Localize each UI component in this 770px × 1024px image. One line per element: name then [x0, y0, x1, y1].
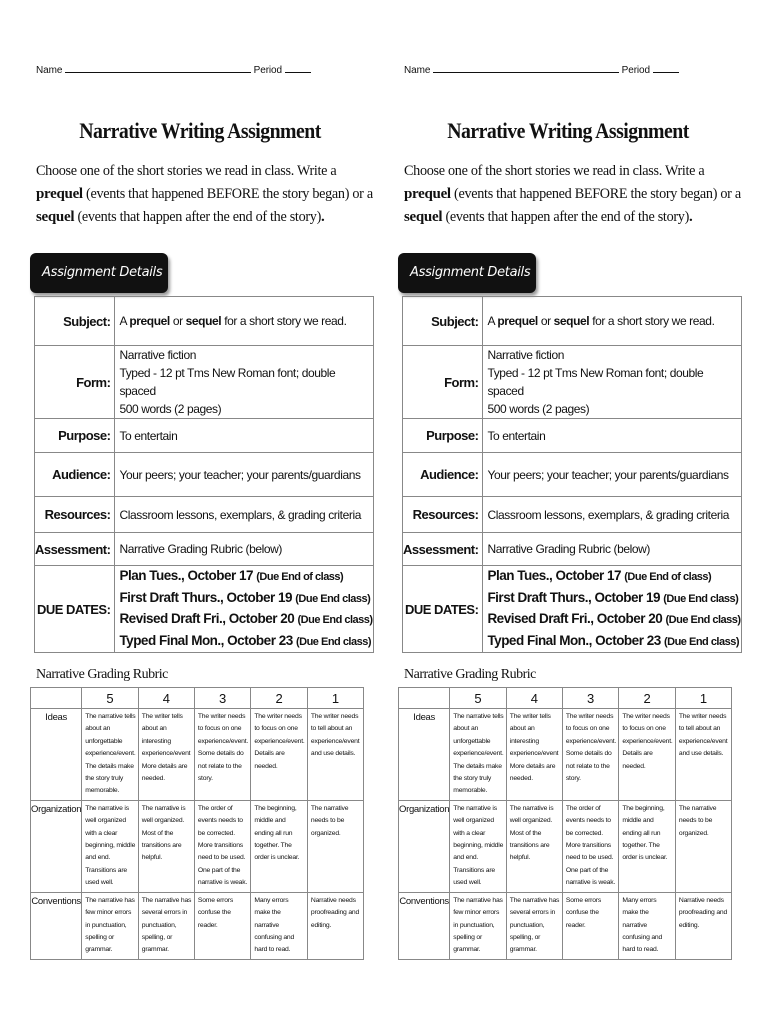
period-label: Period	[253, 65, 282, 76]
details-table	[34, 296, 374, 653]
due-note: (Due End class)	[663, 592, 739, 605]
rubric-cell: The narrative needs to be organized.	[307, 800, 363, 892]
subject-sequel: sequel	[185, 314, 222, 328]
form-line: Narrative fiction	[487, 348, 564, 362]
subject-value	[115, 297, 373, 346]
rubric-score: 4	[506, 688, 562, 709]
intro-sequel: sequel	[36, 209, 75, 225]
rubric-cell: Narrative needs proofreading and editing.	[307, 892, 363, 959]
due-main: Typed Final Mon., October 23	[487, 632, 661, 648]
rubric-cell: The writer needs to focus on one experience/event. Details are needed.	[619, 709, 676, 801]
rubric-cell: The writer needs to tell about an experience/event and use details.	[307, 709, 363, 801]
form-line: 500 words (2 pages)	[487, 402, 590, 416]
rubric-corner	[31, 688, 82, 709]
rubric-cell: Many errors make the narrative confusing and hard to read.	[251, 892, 308, 959]
period-label: Period	[621, 65, 650, 76]
subject-text: or	[172, 314, 183, 328]
details-row-resources	[403, 497, 742, 533]
details-row-due-dates	[35, 566, 374, 653]
due-main: First Draft Thurs., October 19	[119, 589, 292, 605]
right-handout	[398, 0, 741, 1024]
rubric-title: Narrative Grading Rubric	[404, 667, 536, 682]
rubric-row-label: Conventions	[399, 892, 450, 959]
form-line: Typed - 12 pt Tms New Roman font; double spaced	[487, 366, 704, 398]
subject-text: A	[487, 314, 495, 328]
details-row-resources	[35, 497, 374, 533]
name-label: Name	[404, 65, 431, 76]
due-revised-draft	[119, 609, 372, 631]
rubric-cell: The narrative is well organized. Most of the transitions are helpful.	[506, 800, 562, 892]
rubric-row-ideas	[31, 709, 364, 801]
subject-value	[483, 297, 741, 346]
due-note: (Due End class)	[665, 614, 741, 626]
rubric-header-row	[31, 688, 364, 709]
audience-label: Audience:	[403, 453, 483, 497]
rubric-cell: The narrative tells about an unforgettable experience/event. The details make the story truly memorable.	[450, 709, 507, 801]
due-dates-value	[483, 566, 741, 653]
rubric-score: 2	[619, 688, 676, 709]
details-row-purpose	[35, 419, 374, 453]
due-typed-final	[487, 631, 740, 653]
due-plan	[119, 566, 372, 588]
subject-prequel: prequel	[497, 314, 538, 328]
rubric-score: 5	[82, 688, 139, 709]
rubric-row-label: Ideas	[399, 709, 450, 801]
purpose-value: To entertain	[483, 419, 741, 453]
rubric-cell: The order of events needs to be corrected. More transitions need to be used. One part of the narrative is weak.	[194, 800, 251, 892]
rubric-cell: The writer tells about an interesting experience/event More details are needed.	[138, 709, 194, 801]
resources-value: Classroom lessons, exemplars, & grading criteria	[483, 497, 741, 533]
rubric-row-organization	[31, 800, 364, 892]
name-blank	[433, 64, 619, 73]
due-main: Revised Draft Fri., October 20	[119, 611, 295, 626]
intro-prequel: prequel	[404, 186, 451, 202]
rubric-row-label: Ideas	[31, 709, 82, 801]
due-plan	[487, 566, 740, 588]
page-title: Narrative Writing Assignment	[447, 118, 689, 143]
due-main: Plan Tues., October 17	[487, 568, 621, 583]
intro-text: (events that happened BEFORE the story began) or a	[86, 186, 373, 202]
due-main: Revised Draft Fri., October 20	[487, 611, 663, 626]
rubric-corner	[399, 688, 450, 709]
form-value	[483, 346, 741, 419]
name-blank	[65, 64, 251, 73]
details-row-subject	[35, 297, 374, 346]
rubric-cell: Narrative needs proofreading and editing.	[675, 892, 731, 959]
due-dates-label: DUE DATES:	[35, 566, 115, 653]
due-dates-value	[115, 566, 373, 653]
resources-label: Resources:	[403, 497, 483, 533]
audience-value: Your peers; your teacher; your parents/guardians	[115, 453, 373, 497]
rubric-row-organization	[399, 800, 732, 892]
period-blank	[285, 64, 311, 73]
assessment-value: Narrative Grading Rubric (below)	[115, 533, 373, 566]
rubric-row-ideas	[399, 709, 732, 801]
details-row-form	[403, 346, 742, 419]
rubric-score: 3	[562, 688, 619, 709]
intro-paragraph	[36, 160, 376, 229]
due-note: (Due End class)	[295, 592, 371, 605]
details-row-purpose	[403, 419, 742, 453]
due-note: (Due End class)	[663, 635, 740, 648]
rubric-cell: Some errors confuse the reader.	[562, 892, 619, 959]
name-label: Name	[36, 65, 63, 76]
rubric-header-row	[399, 688, 732, 709]
rubric-row-conventions	[399, 892, 732, 959]
form-line: Typed - 12 pt Tms New Roman font; double spaced	[119, 366, 336, 398]
due-main: Plan Tues., October 17	[119, 568, 253, 583]
intro-text: Choose one of the short stories we read in class. Write a	[404, 163, 705, 179]
details-row-audience	[403, 453, 742, 497]
rubric-row-conventions	[31, 892, 364, 959]
rubric-score: 4	[138, 688, 194, 709]
due-typed-final	[119, 631, 372, 653]
rubric-cell: Many errors make the narrative confusing and hard to read.	[619, 892, 676, 959]
resources-label: Resources:	[35, 497, 115, 533]
due-dates-label: DUE DATES:	[403, 566, 483, 653]
rubric-cell: The order of events needs to be corrected. More transitions need to be used. One part of the narrative is weak.	[562, 800, 619, 892]
due-note: (Due End class)	[295, 635, 372, 648]
rubric-score: 1	[307, 688, 363, 709]
details-row-assessment	[403, 533, 742, 566]
purpose-label: Purpose:	[35, 419, 115, 453]
rubric-cell: The narrative is well organized with a clear beginning, middle and end. Transitions are used well.	[450, 800, 507, 892]
rubric-cell: The narrative has few minor errors in punctuation, spelling or grammar.	[82, 892, 139, 959]
rubric-row-label: Organization	[31, 800, 82, 892]
intro-prequel: prequel	[36, 186, 83, 202]
form-line: 500 words (2 pages)	[119, 402, 222, 416]
details-row-due-dates	[403, 566, 742, 653]
details-row-audience	[35, 453, 374, 497]
form-value	[115, 346, 373, 419]
form-line: Narrative fiction	[119, 348, 196, 362]
rubric-cell: The writer tells about an interesting experience/event More details are needed.	[506, 709, 562, 801]
subject-prequel: prequel	[129, 314, 170, 328]
intro-paragraph	[404, 160, 744, 229]
subject-label: Subject:	[35, 297, 115, 346]
intro-text: (events that happen after the end of the story)	[445, 209, 690, 225]
assessment-label: Assessment:	[35, 533, 115, 566]
intro-sequel: sequel	[404, 209, 443, 225]
rubric-cell: The narrative has several errors in punctuation, spelling, or grammar.	[138, 892, 194, 959]
subject-text: for a short story we read.	[224, 314, 347, 328]
rubric-cell: The beginning, middle and ending all run together. The order is unclear.	[619, 800, 676, 892]
period-blank	[653, 64, 679, 73]
assignment-details-tab: Assignment Details	[398, 253, 536, 293]
assessment-label: Assessment:	[403, 533, 483, 566]
rubric-row-label: Organization	[399, 800, 450, 892]
rubric-title: Narrative Grading Rubric	[36, 667, 168, 682]
rubric-cell: The narrative has several errors in punctuation, spelling, or grammar.	[506, 892, 562, 959]
rubric-score: 3	[194, 688, 251, 709]
rubric-cell: The beginning, middle and ending all run together. The order is unclear.	[251, 800, 308, 892]
details-table	[402, 296, 742, 653]
details-row-form	[35, 346, 374, 419]
due-note: (Due End class)	[297, 614, 373, 626]
assessment-value: Narrative Grading Rubric (below)	[483, 533, 741, 566]
subject-text: A	[119, 314, 127, 328]
audience-value: Your peers; your teacher; your parents/guardians	[483, 453, 741, 497]
rubric-score: 1	[675, 688, 731, 709]
subject-text: or	[540, 314, 551, 328]
intro-text: (events that happened BEFORE the story began) or a	[454, 186, 741, 202]
intro-end: .	[321, 209, 325, 225]
due-first-draft	[487, 588, 740, 610]
details-row-assessment	[35, 533, 374, 566]
subject-sequel: sequel	[553, 314, 590, 328]
intro-text: Choose one of the short stories we read in class. Write a	[36, 163, 337, 179]
intro-text: (events that happen after the end of the story)	[77, 209, 322, 225]
rubric-cell: Some errors confuse the reader.	[194, 892, 251, 959]
rubric-table	[398, 687, 732, 960]
subject-label: Subject:	[403, 297, 483, 346]
rubric-cell: The narrative is well organized. Most of the transitions are helpful.	[138, 800, 194, 892]
form-label: Form:	[35, 346, 115, 419]
due-note: (Due End of class)	[256, 571, 344, 583]
rubric-cell: The narrative needs to be organized.	[675, 800, 731, 892]
resources-value: Classroom lessons, exemplars, & grading criteria	[115, 497, 373, 533]
rubric-cell: The writer needs to focus on one experience/event. Some details do not relate to the story.	[194, 709, 251, 801]
due-first-draft	[119, 588, 372, 610]
page-title: Narrative Writing Assignment	[79, 118, 321, 143]
due-revised-draft	[487, 609, 740, 631]
rubric-row-label: Conventions	[31, 892, 82, 959]
rubric-score: 5	[450, 688, 507, 709]
rubric-cell: The writer needs to focus on one experience/event. Some details do not relate to the story.	[562, 709, 619, 801]
form-label: Form:	[403, 346, 483, 419]
rubric-table	[30, 687, 364, 960]
name-period-line	[404, 64, 734, 76]
audience-label: Audience:	[35, 453, 115, 497]
purpose-value: To entertain	[115, 419, 373, 453]
rubric-cell: The narrative has few minor errors in punctuation, spelling or grammar.	[450, 892, 507, 959]
rubric-cell: The writer needs to focus on one experience/event. Details are needed.	[251, 709, 308, 801]
rubric-score: 2	[251, 688, 308, 709]
left-handout	[30, 0, 373, 1024]
name-period-line	[36, 64, 366, 76]
purpose-label: Purpose:	[403, 419, 483, 453]
rubric-cell: The narrative tells about an unforgettable experience/event. The details make the story truly memorable.	[82, 709, 139, 801]
assignment-details-tab: Assignment Details	[30, 253, 168, 293]
subject-text: for a short story we read.	[592, 314, 715, 328]
rubric-cell: The writer needs to tell about an experience/event and use details.	[675, 709, 731, 801]
details-row-subject	[403, 297, 742, 346]
due-note: (Due End of class)	[624, 571, 712, 583]
due-main: Typed Final Mon., October 23	[119, 632, 293, 648]
rubric-cell: The narrative is well organized with a clear beginning, middle and end. Transitions are used well.	[82, 800, 139, 892]
intro-end: .	[689, 209, 693, 225]
due-main: First Draft Thurs., October 19	[487, 589, 660, 605]
